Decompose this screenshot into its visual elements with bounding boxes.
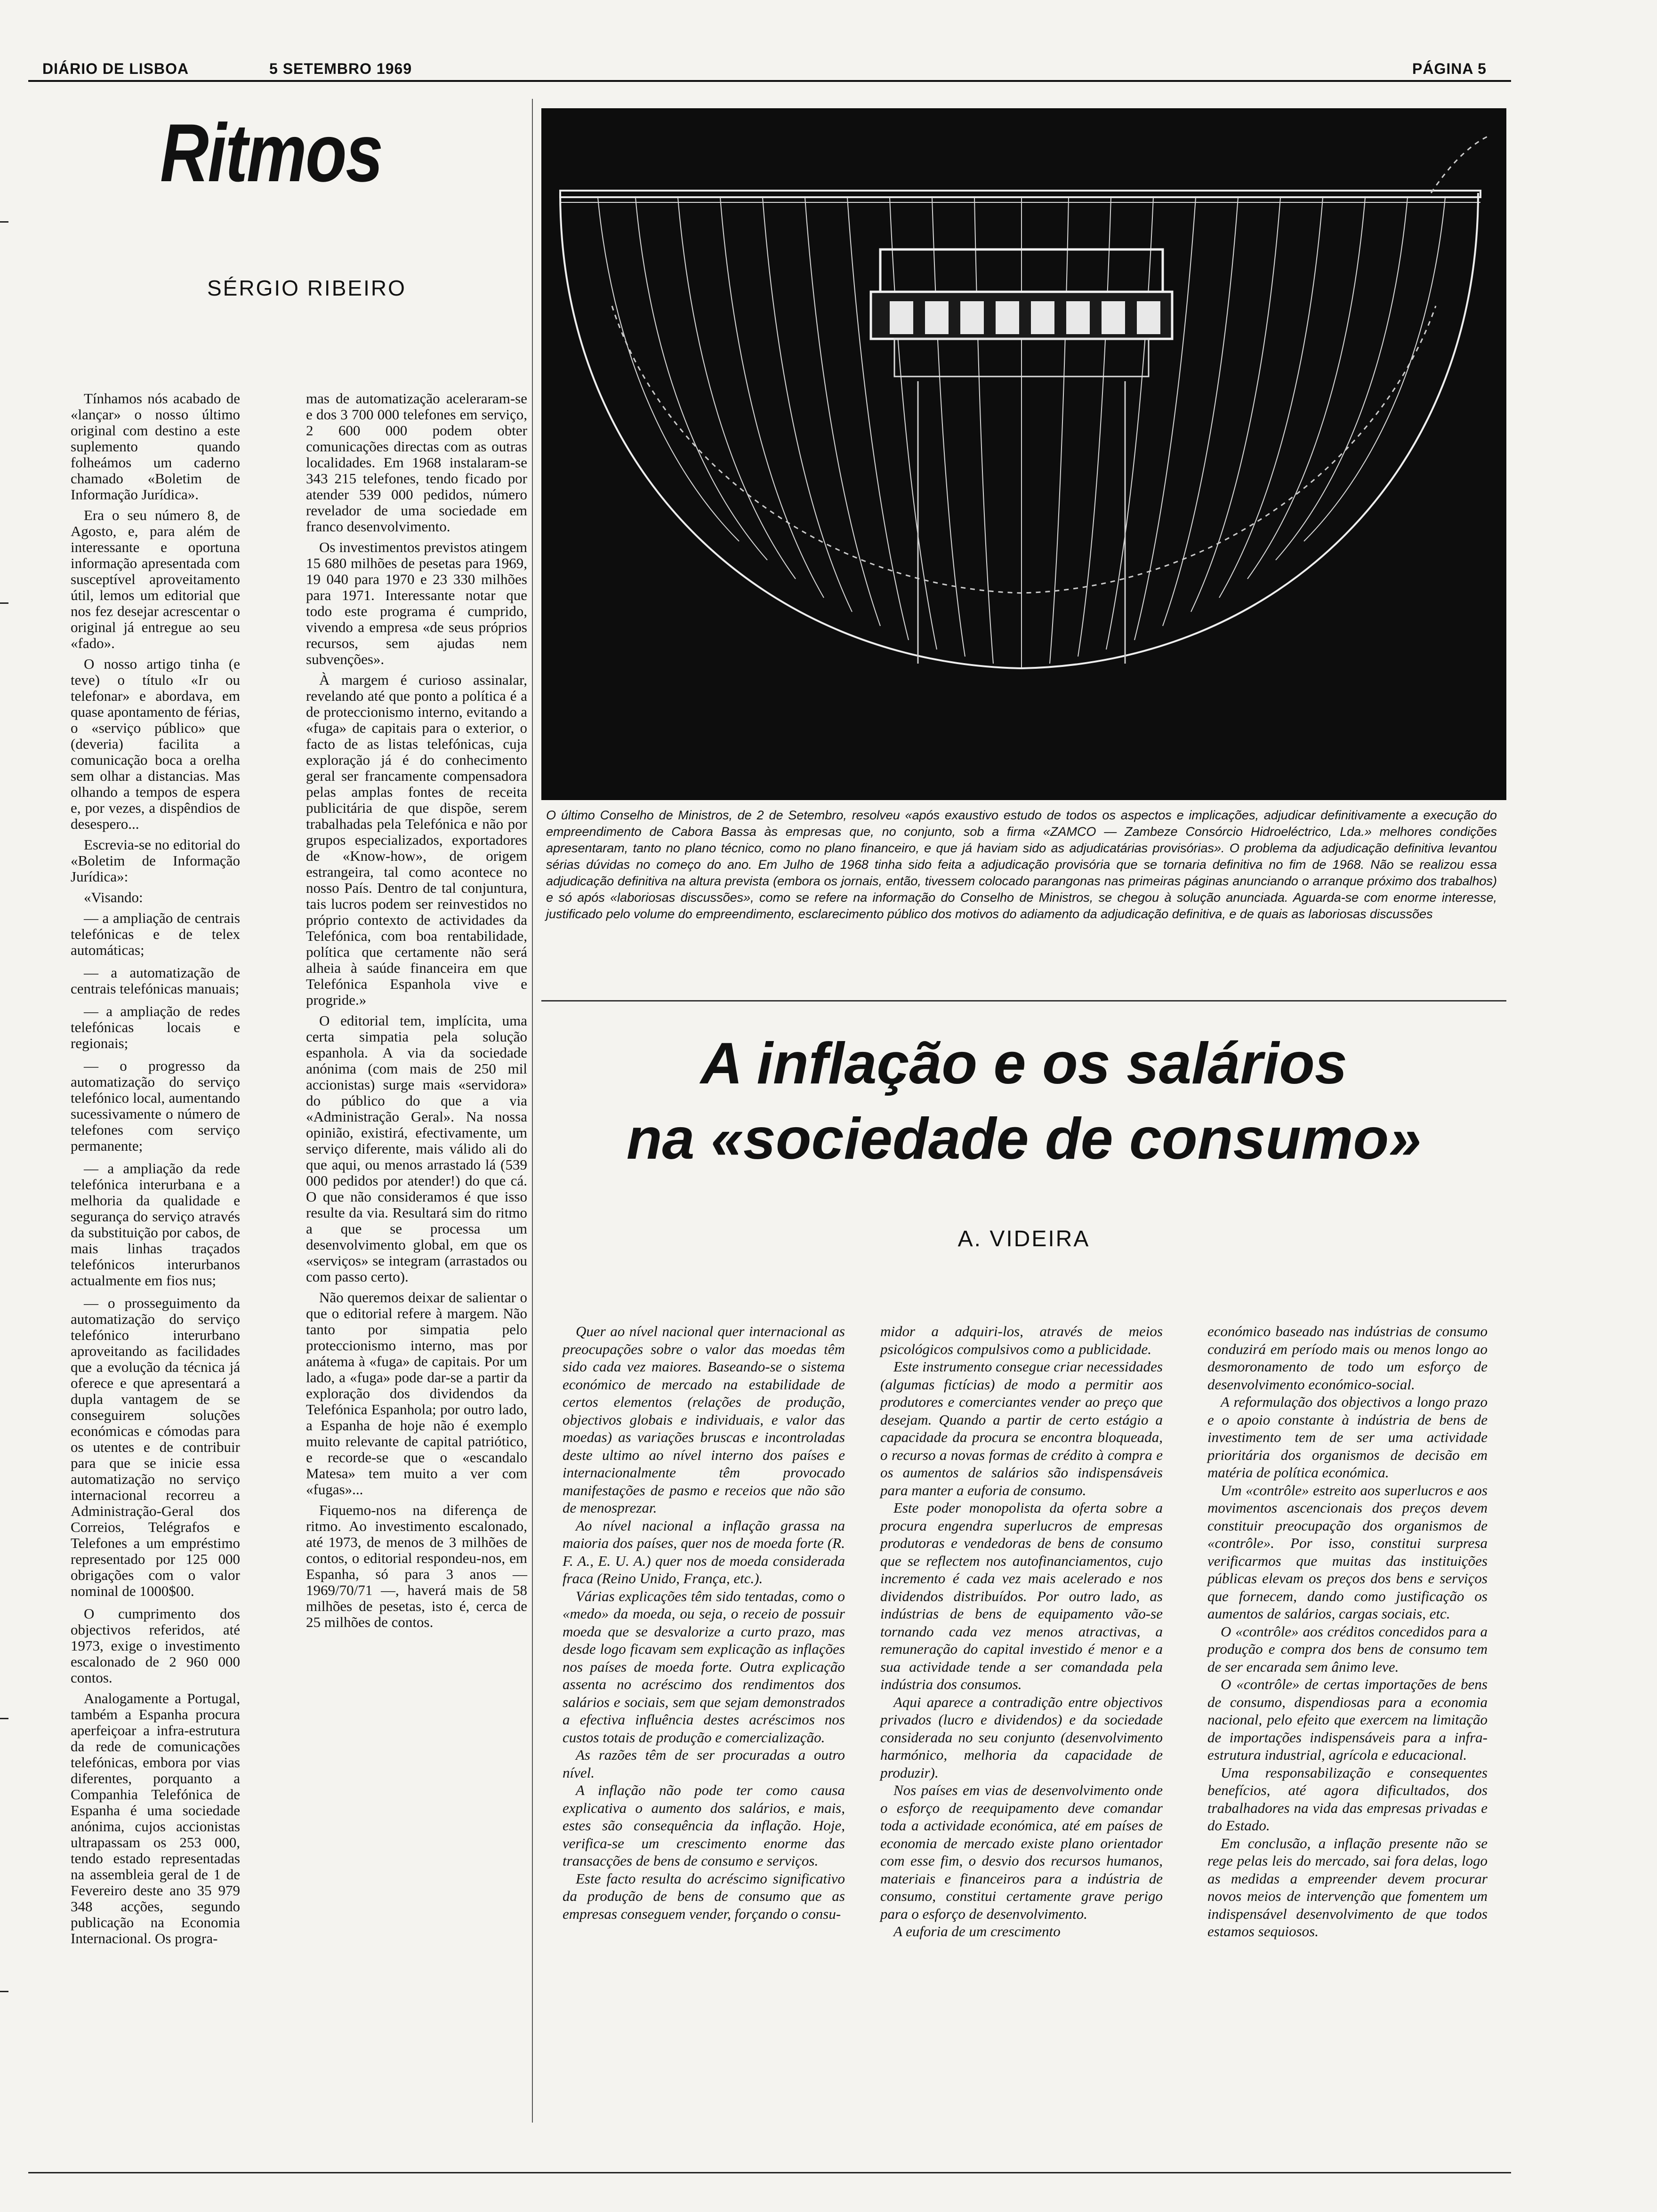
paragraph: midor a adquiri-los, através de meios psicológicos compulsivos como a publicidade. (880, 1323, 1163, 1357)
paragraph: «Visando: (84, 889, 143, 906)
paragraph: A inflação não pode ter como causa explicativa o aumento dos salários, e mais, estes são consequência da inflação. Hoje, verifica-se um crescimento enorme das transacções de bens de consumo e serviços. (563, 1782, 845, 1869)
paragraph: O cumprimento dos objectivos referidos, até 1973, exige o investimento escalonado de 2 960 000 contos. (71, 1605, 240, 1686)
paragraph: O «contrôle» de certas importações de bens de consumo, dispendiosas para a economia nacional, pelo efeito que exercem na limitação de importações indispensáveis para a infra-estrutura industrial, agrícola e educacional. (1207, 1676, 1488, 1763)
margin-tick (0, 221, 8, 223)
issue-date: 5 SETEMBRO 1969 (269, 60, 412, 77)
list-item: — a ampliação de redes telefónicas locais e regionais; (71, 1003, 240, 1051)
column-divider (532, 99, 533, 2123)
paragraph: Analogamente a Portugal, também a Espanha procura aperfeiçoar a infra-estrutura da rede de comunicações telefónicas, embora por vias diferentes, porquanto a Companhia Telefónica de Espanha é uma sociedade anónima, cujos accionistas ultrapassam os 253 000, tendo estado representadas na assembleia geral de 1 de Fevereiro deste ano 35 979 348 acções, segundo publicação na Economia Internacional. Os progra- (71, 1690, 240, 1947)
article-author: A. VIDEIRA (957, 1226, 1090, 1251)
masthead-rule (28, 80, 1511, 82)
paragraph: Não queremos deixar de salientar o que o editorial refere à margem. Não tanto por simpatia pelo proteccionismo interno, mas por anátema à «fuga» de capitais. Por um lado, a «fuga» pode dar-se a partir da exploração dos dividendos da Telefónica Espanhola; por outro lado, a Espanha de hoje não é exemplo muito relevante de capital patriótico, e recorde-se que o «escandalo Matesa» tem muito a ver com «fugas»... (306, 1289, 527, 1498)
title-line-1: A inflação e os salários (700, 1031, 1347, 1096)
paragraph: Quer ao nível nacional quer internacional as preocupações sobre o valor das moedas têm sido cada vez maiores. Baseando-se o sistema económico de mercado na estabilidade de certos elementos (relações de produção, objectivos globais e individuais, e valor das moedas) as variações bruscas e incontroladas deste ultimo ao nível interno dos países e internacionalmente têm provocado manifestações de pasmo e receios que não são de menosprezar. (563, 1323, 845, 1516)
article-title: Ritmos (160, 107, 382, 199)
paragraph: O editorial tem, implícita, uma certa simpatia pela solução espanhola. A via da sociedade anónima (com mais de 250 mil accionistas) surge mais «servidora» do público do que a via «Administração Geral». Na nossa opinião, existirá, efectivamente, um serviço diferente, mais válido ali do que aqui, ou menos arrastado lá (539 000 pedidos por atender!) do que cá. O que não consideramos é que isso resulte da via. Resultará sim do ritmo a que se processa um desenvolvimento global, em que os «serviços» se integram (arrastados ou com passo certo). (306, 1012, 527, 1285)
list-item: — a automatização de centrais telefónicas manuais; (71, 964, 240, 997)
paragraph: Aqui aparece a contradição entre objectivos privados (lucro e dividendos) e da sociedade considerada no seu conjunto (desenvolvimento harmónico, melhoria da capacidade de produzir). (880, 1693, 1163, 1781)
list-item: — a ampliação da rede telefónica interurbana e a melhoria da qualidade e segurança do serviço através da substituição por cabos, de mais linhas traçados telefónicos interurbanos actualmente em fios nus; (71, 1160, 240, 1289)
paragraph: Tínhamos nós acabado de «lançar» o nosso último original com destino a este suplemento quando folheámos um caderno chamado «Boletim de Informação Jurídica». (71, 390, 240, 503)
paragraph: Era o seu número 8, de Agosto, e, para além de interessante e oportuna informação apresentada com susceptível aproveitamento útil, lemos um editorial que nos fez desejar acrescentar o original já entregue ao seu «fado». (71, 507, 240, 651)
paragraph: Um «contrôle» estreito aos superlucros e aos movimentos ascencionais dos preços devem constituir preocupação dos organismos de «contrôle». Por isso, constitui surpresa verificarmos que muitas das instituições públicas elevam os preços dos bens e serviços que fornecem, dando como justificação os aumentos de salários, cargas sociais, etc. (1207, 1482, 1488, 1622)
paragraph: À margem é curioso assinalar, revelando até que ponto a política é a de proteccionismo interno, evitando a «fuga» de capitais para o exterior, o facto de as listas telefónicas, cuja exploração já é do conhecimento geral ser francamente compensadora pelas amplas fontes de receita publicitária de que dispõe, serem trabalhadas pela Telefónica e não por grupos especializados, exportadores de «Know-how», de origem estrangeira, tal como acontece no nosso País. Dentro de tal conjuntura, tais lucros podem ser reinvestidos no próprio contexto de actividades da Telefónica, com boa rentabilidade, política que certamente não será alheia à saúde financeira em que Telefónica Espanhola vive e progride.» (306, 672, 527, 1008)
dam-drawing (541, 108, 1506, 800)
paragraph: Ao nível nacional a inflação grassa na maioria dos países, quer nos de moeda forte (R. F. A., E. U. A.) quer nos de moeda considerada fraca (Reino Unido, França, etc.). (563, 1517, 845, 1587)
photo-caption: O último Conselho de Ministros, de 2 de Setembro, resolveu «após exaustivo estudo de todos os aspectos e implicações, adjudicar definitivamente a execução do empreendimento de Cabora Bassa às empresas que, no conjunto, sob a firma «ZAMCO — Zambeze Consórcio Hidroeléctrico, Lda.» melhores condições apresentaram, tanto no plano técnico, como no plano financeiro, e que já haviam sido as adjudicatárias provisórias». O problema da adjudicação definitiva levantou sérias dúvidas no começo do ano. Em Julho de 1968 tinha sido feita a adjudicação provisória que se tornaria definitiva no fim de 1968. Não se realizou essa adjudicação definitiva na altura prevista (embora os jornais, então, tivessem colocado parangonas nas primeiras páginas anunciando o arranque próximo dos trabalhos) e só após «laboriosas discussões», como se refere na informação do Conselho de Ministros, se chegou à solução anunciada. Aguarda-se com enorme interesse, justificado pelo volume do empreendimento, esclarecimento público dos motivos do adiamento da adjudicação definitiva, e de quais as laboriosas discussões (546, 808, 1497, 921)
list-item: — a ampliação de centrais telefónicas e de telex automáticas; (71, 910, 240, 958)
paragraph: mas de automatização aceleraram-se e dos 3 700 000 telefones em serviço, 2 600 000 podem obter comunicações directas com as outras localidades. Em 1968 instalaram-se 343 215 telefones, tendo ficado por atender 539 000 pedidos, número revelador de uma sociedade em franco desenvolvimento. (306, 390, 527, 535)
paragraph: As razões têm de ser procuradas a outro nível. (563, 1747, 845, 1781)
paragraph: Fiquemo-nos na diferença de ritmo. Ao investimento escalonado, até 1973, de menos de 3 milhões de contos, o editorial respondeu-nos, em Espanha, só para 3 anos — 1969/70/71 —, haverá mais de 58 milhões de pesetas, isto é, cerca de 25 milhões de contos. (306, 1502, 527, 1630)
paragraph: Escrevia-se no editorial do «Boletim de Informação Jurídica»: (71, 836, 240, 885)
article-title (541, 1026, 1506, 1177)
paragraph: Em conclusão, a inflação presente não se rege pelas leis do mercado, sai fora delas, logo as medidas a empreender devem procurar novos meios de intervenção que fomentem um indispensável desenvolvimento de que todos estamos sequiosos. (1207, 1835, 1488, 1940)
margin-tick (0, 1718, 8, 1719)
margin-tick (0, 1991, 8, 1992)
section-divider (541, 1000, 1506, 1002)
title-line-2: na «sociedade de consumo» (626, 1106, 1422, 1171)
paragraph: O nosso artigo tinha (e teve) o título «Ir ou telefonar» e abordava, em quase apontamento de férias, o «serviço público» que (deveria) facilita a comunicação boca a orelha sem olhar a distancias. Mas olhando a tempos de espera e, por vezes, a dispêndios de desespero... (71, 656, 240, 832)
paragraph: A euforia de um crescimento (893, 1923, 1061, 1940)
paragraph: Uma responsabilização e consequentes benefícios, até agora dificultados, dos trabalhadores na vida das empresas privadas e do Estado. (1207, 1764, 1488, 1834)
paragraph: Nos países em vias de desenvolvimento onde o esforço de reequipamento deve comandar toda a actividade económica, até em países de economia de mercado existe plano orientador com esse fim, o desvio dos recursos humanos, materiais e financeiros para a indústria de consumo, constitui certamente grave perigo para o esforço de desenvolvimento. (880, 1782, 1163, 1922)
margin-tick (0, 602, 8, 604)
newspaper-name: DIÁRIO DE LISBOA (42, 60, 189, 77)
paragraph: Este instrumento consegue criar necessidades (algumas fictícias) de modo a permitir aos produtores e comerciantes vender ao preço que desejam. Quando a partir de certo estágio a capacidade da procura se encontra bloqueada, o recurso a novas formas de crédito à compra e os aumentos de salários são indispensáveis para manter a euforia de consumo. (880, 1358, 1163, 1499)
paragraph: económico baseado nas indústrias de consumo conduzirá em período mais ou menos longo ao desmoronamento de todo um esforço de desenvolvimento económico-social. (1207, 1323, 1488, 1393)
ritmos-column-1 (71, 390, 240, 1947)
paragraph: Este facto resulta do acréscimo significativo da produção de bens de consumo que as empresas conseguem vender, forçando o consu- (563, 1870, 845, 1922)
inflacao-column-2 (880, 1322, 1163, 2080)
paragraph: Várias explicações têm sido tentadas, como o «medo» da moeda, ou seja, o receio de possuir moeda que se desvalorize a curto prazo, mas desde logo ficavam sem explicação as inflações nos países de moeda forte. Outra explicação assenta no acréscimo dos rendimentos dos salários e sociais, sem que sejam demonstrados a efectiva influência destes acréscimos nos custos totais de produção e comercialização. (563, 1587, 845, 1746)
ritmos-column-2 (306, 391, 527, 1887)
list-item: — o progresso da automatização do serviço telefónico local, aumentando sucessivamente o número de telefones com serviço permanente; (71, 1058, 240, 1154)
paragraph: Os investimentos previstos atingem 15 680 milhões de pesetas para 1969, 19 040 para 1970 e 23 330 milhões para 1971. Interessante notar que todo este programa é cumprido, vivendo a empresa «de seus próprios recursos, sem ajudas nem subvenções». (306, 539, 527, 667)
inflacao-column-3 (1207, 1322, 1488, 2080)
list-item: — o prosseguimento da automatização do serviço telefónico interurbano aproveitando as facilidades que a evolução da técnica já oferece e que apresentará a dupla vantagem de se conseguirem soluções económicas e cómodas para os utentes e de contribuir para que se inicie essa automatização no serviço internacional recorreu a Administração-Geral dos Correios, Telégrafos e Telefones a um empréstimo representado por 125 000 obrigações com o valor nominal de 1000$00. (71, 1295, 240, 1599)
paragraph: O «contrôle» aos créditos concedidos para a produção e compra dos bens de consumo tem de ser encarada sem ânimo leve. (1207, 1623, 1488, 1675)
page-number: PÁGINA 5 (1412, 60, 1487, 77)
paragraph: A reformulação dos objectivos a longo prazo e o apoio constante à indústria de bens de investimento tem de ser uma actividade prioritária dos organismos de decisão em matéria de política económica. (1207, 1394, 1488, 1481)
inflacao-column-1 (563, 1322, 845, 2080)
paragraph: Este poder monopolista da oferta sobre a procura engendra superlucros de empresas produtoras e vendedoras de bens de consumo que se reflectem nos autofinanciamentos, cujo incremento é cada vez mais acelerado e nos dividendos distribuídos. Por outro lado, as indústrias de bens de equipamento vão-se tornando cada vez menos atractivas, a remuneração do capital investido é menor e a sua actividade tende a ser comandada pela indústria dos consumos. (880, 1499, 1163, 1692)
dam-photo (541, 108, 1506, 800)
footer-rule (28, 2172, 1511, 2173)
article-author: SÉRGIO RIBEIRO (207, 276, 406, 300)
